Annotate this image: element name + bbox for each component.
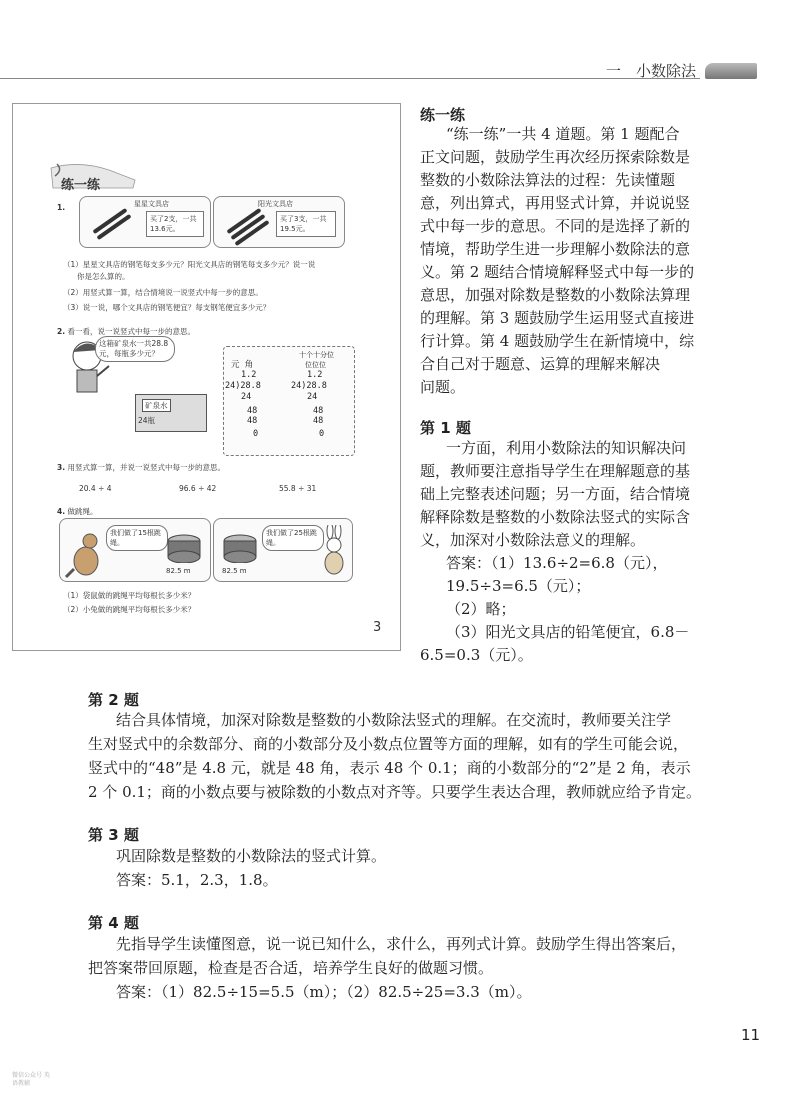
q3-line: 巩固除数是整数的小数除法的竖式计算。 bbox=[116, 847, 387, 865]
q1-number: 1. bbox=[57, 203, 66, 212]
practice-line: 行计算。第 4 题鼓励学生在新情境中，综 bbox=[420, 332, 695, 350]
watermark: 微信公众号 英语教辅 bbox=[12, 1072, 50, 1087]
practice-line: 意思，加强对除数是整数的小数除法算理 bbox=[420, 286, 691, 304]
q4-text: 做跳绳。 bbox=[67, 507, 98, 516]
q3-ex1: 20.4 ÷ 4 bbox=[79, 484, 112, 493]
practice-title: 练一练 bbox=[420, 106, 466, 124]
header-rule bbox=[0, 78, 700, 79]
q3-answer: 答案：5.1，2.3，1.8。 bbox=[116, 871, 278, 889]
calc2-head: 十个十分位 bbox=[299, 351, 334, 359]
practice-line: 情境，帮助学生进一步理解小数除法的意 bbox=[420, 240, 691, 258]
calc2-quotient: 1.2 bbox=[307, 370, 323, 380]
q3-ex2: 96.6 ÷ 42 bbox=[179, 484, 217, 493]
q2-speech-bubble: 这箱矿泉水一共28.8元，每瓶多少元？ bbox=[95, 336, 175, 362]
q2-text: 看一看，说一说竖式中每一步的意思。 bbox=[67, 327, 195, 336]
store2-panel bbox=[213, 196, 345, 248]
practice-line: 正文问题，鼓励学生再次经历探索除数是 bbox=[420, 148, 691, 166]
calc2-dividend: 24)28.8 bbox=[291, 381, 327, 391]
calc1-row4: 0 bbox=[253, 429, 259, 439]
q3-number: 3. bbox=[57, 463, 66, 472]
q4-heading: 第 4 题 bbox=[88, 914, 139, 932]
store1-name: 星星文具店 bbox=[134, 200, 169, 208]
rope-length-1: 82.5 m bbox=[166, 567, 191, 575]
store2-note: 买了3支，一共19.5元。 bbox=[276, 211, 336, 237]
q4-answer: 答案：（1）82.5÷15=5.5（m）；（2）82.5÷25=3.3（m）。 bbox=[116, 983, 532, 1001]
q2-number: 2. bbox=[57, 327, 66, 336]
q1-answer: （2）略； bbox=[446, 600, 516, 618]
q1-sub1: （1）星星文具店的钢笔每支多少元？阳光文具店的钢笔每支多少元？说一说 bbox=[63, 260, 316, 269]
q3-ex3: 55.8 ÷ 31 bbox=[279, 484, 317, 493]
q1-answer: （3）阳光文具店的铅笔便宜，6.8－ bbox=[446, 623, 690, 641]
calc1-row2: 48 bbox=[247, 406, 258, 416]
calc2-row1: 24 bbox=[307, 392, 318, 402]
practice-line: 合自己对于题意、运算的理解来解决 bbox=[420, 355, 661, 373]
practice-line: 义。第 2 题结合情境解释竖式中每一步的 bbox=[420, 263, 695, 281]
rope-coil-icon bbox=[220, 533, 260, 563]
header-tab-decoration bbox=[705, 63, 757, 79]
kangaroo-bubble: 我们做了15根跳绳。 bbox=[106, 525, 168, 551]
q1-heading: 第 1 题 bbox=[420, 419, 471, 437]
q4-line: 把答案带回原题，检查是否合适，培养学生良好的做题习惯。 bbox=[88, 959, 494, 977]
rabbit-illustration bbox=[318, 525, 350, 579]
q3-text: 用竖式算一算，并说一说竖式中每一步的意思。 bbox=[67, 463, 225, 472]
q2-heading: 第 2 题 bbox=[88, 691, 139, 709]
practice-line: 的理解。第 3 题鼓励学生运用竖式直接进 bbox=[420, 309, 695, 327]
q4-sub1: （1）袋鼠做的跳绳平均每根长多少米？ bbox=[63, 591, 196, 600]
q1-line: 础上完整表述问题；另一方面，结合情境 bbox=[420, 485, 691, 503]
calc1-dividend: 24)28.8 bbox=[225, 381, 261, 391]
q1-line: 题，教师要注意指导学生在理解题意的基 bbox=[420, 462, 691, 480]
q1-sub3: （3）说一说，哪个文具店的钢笔便宜？每支钢笔便宜多少元？ bbox=[63, 303, 271, 312]
calc1-quotient: 1.2 bbox=[241, 370, 257, 380]
q1-line: 解释除数是整数的小数除法竖式的实际含 bbox=[420, 508, 691, 526]
box-count: 24瓶 bbox=[138, 416, 156, 425]
kangaroo-panel bbox=[59, 518, 211, 582]
q1-answer: 答案：（1）13.6÷2=6.8（元）， bbox=[446, 554, 668, 572]
calc1-row1: 24 bbox=[241, 392, 252, 402]
calc2-head2: 位位位 bbox=[305, 361, 326, 369]
kangaroo-illustration bbox=[64, 527, 108, 579]
rope-length-2: 82.5 m bbox=[222, 567, 247, 575]
calc1-row3: 48 bbox=[247, 416, 258, 426]
q1-sub2: （2）用竖式算一算，结合情境说一说竖式中每一步的意思。 bbox=[63, 288, 263, 297]
practice-line: 整数的小数除法算法的过程：先读懂题 bbox=[420, 171, 676, 189]
rabbit-panel bbox=[213, 518, 353, 582]
practice-line: 问题。 bbox=[420, 378, 466, 396]
section-title: 练一练 bbox=[61, 178, 101, 193]
store2-name: 阳光文具店 bbox=[258, 200, 293, 208]
store1-panel bbox=[79, 196, 211, 248]
calc2-row2: 48 bbox=[313, 406, 324, 416]
q3-heading: 第 3 题 bbox=[88, 826, 139, 844]
chapter-title: 一 小数除法 bbox=[606, 62, 697, 80]
q2-line: 竖式中的“48”是 4.8 元，就是 48 角，表示 48 个 0.1；商的小数部分的“2”是 2 角，表示 bbox=[88, 759, 691, 777]
q2-line: 生对竖式中的余数部分、商的小数部分及小数点位置等方面的理解，如有的学生可能会说， bbox=[88, 735, 689, 753]
q1-answer: 19.5÷3=6.5（元）； bbox=[446, 577, 591, 595]
calc2-row3: 48 bbox=[313, 416, 324, 426]
page-number: 11 bbox=[741, 1026, 761, 1044]
q2-line: 结合具体情境，加深对除数是整数的小数除法竖式的理解。在交流时，教师要关注学 bbox=[116, 711, 672, 729]
practice-line: 意，列出算式，再用竖式计算，并说说竖 bbox=[420, 194, 691, 212]
q4-line: 先指导学生读懂图意，说一说已知什么，求什么，再列式计算。鼓励学生得出答案后， bbox=[116, 935, 687, 953]
q1-answer: 6.5=0.3（元）。 bbox=[420, 646, 533, 664]
q2-line: 2 个 0.1；商的小数点要与被除数的小数点对齐等。只要学生表达合理，教师就应给予肯定。 bbox=[88, 783, 701, 801]
textbook-page-number: 3 bbox=[373, 620, 382, 635]
q1-line: 一方面，利用小数除法的知识解决问 bbox=[446, 439, 687, 457]
practice-line: 式中每一步的意思。不同的是选择了新的 bbox=[420, 217, 691, 235]
rope-coil-icon bbox=[164, 533, 204, 563]
q4-number: 4. bbox=[57, 507, 66, 516]
textbook-page-image bbox=[12, 103, 401, 651]
store1-note: 买了2支，一共13.6元。 bbox=[146, 211, 204, 237]
calc1-head: 元 角 bbox=[231, 360, 254, 370]
practice-line: “练一练”一共 4 道题。第 1 题配合 bbox=[446, 125, 680, 143]
q1-sub1b: 你是怎么算的。 bbox=[77, 272, 130, 281]
rabbit-bubble: 我们做了25根跳绳。 bbox=[262, 525, 324, 551]
q1-line: 义，加深对小数除法意义的理解。 bbox=[420, 531, 646, 549]
water-box bbox=[135, 394, 207, 432]
box-label: 矿泉水 bbox=[142, 399, 171, 412]
q4-sub2: （2）小兔做的跳绳平均每根长多少米？ bbox=[63, 605, 196, 614]
calc2-row4: 0 bbox=[319, 429, 325, 439]
